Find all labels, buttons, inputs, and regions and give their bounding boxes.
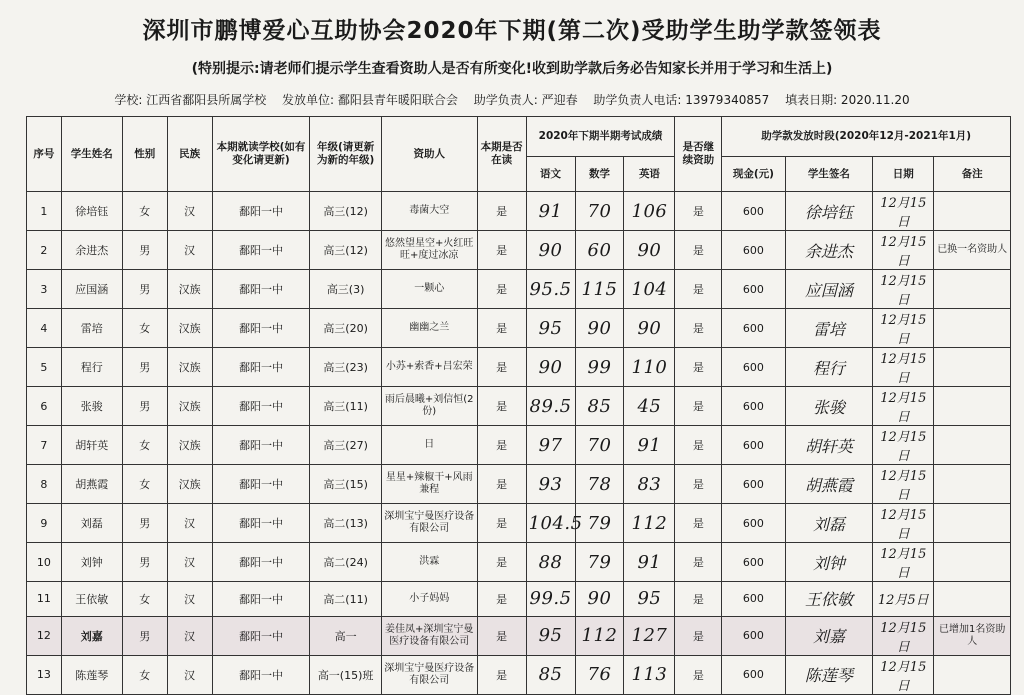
- remark: [934, 655, 1011, 694]
- student-signature: 张骏: [785, 387, 873, 426]
- score-math: 79: [575, 504, 624, 543]
- student-signature: 刘嘉: [785, 616, 873, 655]
- continue-aid: 是: [675, 655, 722, 694]
- student-name: 余进杰: [61, 231, 122, 270]
- score-chinese: 93: [526, 465, 575, 504]
- school: 鄱阳一中: [212, 231, 310, 270]
- cash-amount: 600: [722, 309, 785, 348]
- score-math: 79: [575, 543, 624, 582]
- sponsor: 深圳宝宁曼医疗设备有限公司: [381, 655, 477, 694]
- school: 鄱阳一中: [212, 465, 310, 504]
- cash-amount: 600: [722, 582, 785, 617]
- school: 鄱阳一中: [212, 387, 310, 426]
- row-no: 13: [27, 655, 62, 694]
- row-no: 5: [27, 348, 62, 387]
- ethnicity: 汉: [167, 504, 212, 543]
- score-math: 70: [575, 192, 624, 231]
- student-signature: 王依敏: [785, 582, 873, 617]
- header-sponsor: 资助人: [381, 117, 477, 192]
- grade: 高三(23): [310, 348, 381, 387]
- student-name: 应国涵: [61, 270, 122, 309]
- sponsor: 毒菌大空: [381, 192, 477, 231]
- score-english: 110: [624, 348, 675, 387]
- remark: [934, 270, 1011, 309]
- cash-amount: 600: [722, 616, 785, 655]
- score-chinese: 90: [526, 348, 575, 387]
- table-row: [27, 192, 1011, 231]
- sign-date: 12月15日: [873, 348, 934, 387]
- score-english: 45: [624, 387, 675, 426]
- table-row: [27, 387, 1011, 426]
- enrolled: 是: [477, 543, 526, 582]
- gender: 男: [122, 616, 167, 655]
- sponsor: 洪霖: [381, 543, 477, 582]
- continue-aid: 是: [675, 387, 722, 426]
- header-enrolled: 本期是否在读: [477, 117, 526, 192]
- score-english: 112: [624, 504, 675, 543]
- row-no: 8: [27, 465, 62, 504]
- continue-aid: 是: [675, 465, 722, 504]
- form-meta: [0, 91, 1024, 108]
- student-name: 刘钟: [61, 543, 122, 582]
- score-english: 91: [624, 543, 675, 582]
- score-math: 76: [575, 655, 624, 694]
- sponsor: 姜佳凤+深圳宝宁曼医疗设备有限公司: [381, 616, 477, 655]
- header-math: 数学: [575, 157, 624, 192]
- gender: 男: [122, 348, 167, 387]
- grade: 高二(24): [310, 543, 381, 582]
- header-scores-group: 2020年下期半期考试成绩: [526, 117, 675, 157]
- school: 鄱阳一中: [212, 348, 310, 387]
- student-name: 胡燕霞: [61, 465, 122, 504]
- remark: 已增加1名资助人: [934, 616, 1011, 655]
- enrolled: 是: [477, 348, 526, 387]
- sign-date: 12月15日: [873, 270, 934, 309]
- table-row: [27, 270, 1011, 309]
- score-chinese: 97: [526, 426, 575, 465]
- sponsor: 日: [381, 426, 477, 465]
- enrolled: 是: [477, 309, 526, 348]
- sign-date: 12月15日: [873, 309, 934, 348]
- table-row: [27, 426, 1011, 465]
- remark: 已换一名资助人: [934, 231, 1011, 270]
- score-chinese: 99.5: [526, 582, 575, 617]
- table-row: [27, 465, 1011, 504]
- enrolled: 是: [477, 387, 526, 426]
- remark: [934, 582, 1011, 617]
- grade: 高三(20): [310, 309, 381, 348]
- gender: 女: [122, 582, 167, 617]
- score-chinese: 91: [526, 192, 575, 231]
- school: 鄱阳一中: [212, 309, 310, 348]
- remark: [934, 504, 1011, 543]
- school: 鄱阳一中: [212, 192, 310, 231]
- gender: 女: [122, 426, 167, 465]
- continue-aid: 是: [675, 192, 722, 231]
- student-signature: 徐培钰: [785, 192, 873, 231]
- grade: 高三(12): [310, 192, 381, 231]
- score-chinese: 90: [526, 231, 575, 270]
- score-math: 99: [575, 348, 624, 387]
- student-signature: 程行: [785, 348, 873, 387]
- ethnicity: 汉族: [167, 465, 212, 504]
- gender: 男: [122, 504, 167, 543]
- score-math: 90: [575, 309, 624, 348]
- score-math: 60: [575, 231, 624, 270]
- student-name: 刘磊: [61, 504, 122, 543]
- gender: 男: [122, 543, 167, 582]
- header-date: 日期: [873, 157, 934, 192]
- sponsor: 一颗心: [381, 270, 477, 309]
- student-signature: 陈莲琴: [785, 655, 873, 694]
- continue-aid: 是: [675, 543, 722, 582]
- form-title: 深圳市鹏博爱心互助协会2020年下期(第二次)受助学生助学款签领表: [142, 18, 882, 44]
- student-name: 程行: [61, 348, 122, 387]
- header-ethnicity: 民族: [167, 117, 212, 192]
- gender: 男: [122, 231, 167, 270]
- school: 鄱阳一中: [212, 543, 310, 582]
- header-grade: 年级(请更新为新的年级): [310, 117, 381, 192]
- student-name: 张骏: [61, 387, 122, 426]
- enrolled: 是: [477, 504, 526, 543]
- table-row: [27, 582, 1011, 617]
- ethnicity: 汉: [167, 655, 212, 694]
- student-name: 刘嘉: [61, 616, 122, 655]
- enrolled: 是: [477, 426, 526, 465]
- score-math: 70: [575, 426, 624, 465]
- table-row: [27, 348, 1011, 387]
- continue-aid: 是: [675, 348, 722, 387]
- remark: [934, 387, 1011, 426]
- gender: 女: [122, 655, 167, 694]
- sign-date: 12月15日: [873, 231, 934, 270]
- sign-date: 12月15日: [873, 426, 934, 465]
- student-name: 王依敏: [61, 582, 122, 617]
- remark: [934, 465, 1011, 504]
- gender: 男: [122, 270, 167, 309]
- header-cash: 现金(元): [722, 157, 785, 192]
- grade: 高一(15)班: [310, 655, 381, 694]
- header-english: 英语: [624, 157, 675, 192]
- sign-date: 12月15日: [873, 387, 934, 426]
- sponsor: 雨后晨曦+刘信恒(2份): [381, 387, 477, 426]
- ethnicity: 汉族: [167, 426, 212, 465]
- student-signature: 应国涵: [785, 270, 873, 309]
- score-chinese: 95.5: [526, 270, 575, 309]
- table-row: [27, 231, 1011, 270]
- special-notice: (特别提示:请老师们提示学生查看资助人是否有所变化!收到助学款后务必告知家长并用于学习和生活上): [191, 61, 833, 77]
- score-math: 115: [575, 270, 624, 309]
- cash-amount: 600: [722, 465, 785, 504]
- ethnicity: 汉族: [167, 270, 212, 309]
- ethnicity: 汉: [167, 192, 212, 231]
- cash-amount: 600: [722, 504, 785, 543]
- student-signature: 胡燕霞: [785, 465, 873, 504]
- remark: [934, 192, 1011, 231]
- student-signature: 胡轩英: [785, 426, 873, 465]
- ethnicity: 汉: [167, 231, 212, 270]
- gender: 女: [122, 192, 167, 231]
- cash-amount: 600: [722, 387, 785, 426]
- student-signature: 余进杰: [785, 231, 873, 270]
- ethnicity: 汉族: [167, 387, 212, 426]
- header-gender: 性别: [122, 117, 167, 192]
- score-english: 113: [624, 655, 675, 694]
- continue-aid: 是: [675, 616, 722, 655]
- header-payment-group: 助学款发放时段(2020年12月-2021年1月): [722, 117, 1011, 157]
- grade: 高三(12): [310, 231, 381, 270]
- score-chinese: 85: [526, 655, 575, 694]
- continue-aid: 是: [675, 504, 722, 543]
- cash-amount: 600: [722, 231, 785, 270]
- enrolled: 是: [477, 616, 526, 655]
- student-signature: 刘磊: [785, 504, 873, 543]
- gender: 女: [122, 309, 167, 348]
- sign-date: 12月15日: [873, 504, 934, 543]
- continue-aid: 是: [675, 582, 722, 617]
- row-no: 9: [27, 504, 62, 543]
- sign-date: 12月15日: [873, 655, 934, 694]
- remark: [934, 426, 1011, 465]
- cash-amount: 600: [722, 543, 785, 582]
- sign-date: 12月15日: [873, 616, 934, 655]
- gender: 男: [122, 387, 167, 426]
- table-row: [27, 504, 1011, 543]
- sponsor: 小苏+索香+吕宏荣: [381, 348, 477, 387]
- score-english: 95: [624, 582, 675, 617]
- score-english: 90: [624, 231, 675, 270]
- student-name: 徐培钰: [61, 192, 122, 231]
- row-no: 4: [27, 309, 62, 348]
- table-row: [27, 543, 1011, 582]
- continue-aid: 是: [675, 231, 722, 270]
- grade: 高三(11): [310, 387, 381, 426]
- cash-amount: 600: [722, 270, 785, 309]
- row-no: 1: [27, 192, 62, 231]
- enrolled: 是: [477, 655, 526, 694]
- meta-date: 填表日期: 2020.11.20: [785, 93, 910, 107]
- row-no: 12: [27, 616, 62, 655]
- remark: [934, 309, 1011, 348]
- sponsor: 幽幽之兰: [381, 309, 477, 348]
- grade: 高二(11): [310, 582, 381, 617]
- continue-aid: 是: [675, 426, 722, 465]
- grade: 高三(27): [310, 426, 381, 465]
- score-math: 90: [575, 582, 624, 617]
- student-name: 陈莲琴: [61, 655, 122, 694]
- header-signature: 学生签名: [785, 157, 873, 192]
- score-english: 83: [624, 465, 675, 504]
- grade: 高二(13): [310, 504, 381, 543]
- table-row: [27, 616, 1011, 655]
- grade: 高一: [310, 616, 381, 655]
- student-name: 雷培: [61, 309, 122, 348]
- enrolled: 是: [477, 465, 526, 504]
- sponsor: 小子妈妈: [381, 582, 477, 617]
- aid-table: [26, 116, 1011, 695]
- row-no: 7: [27, 426, 62, 465]
- continue-aid: 是: [675, 309, 722, 348]
- student-signature: 雷培: [785, 309, 873, 348]
- row-no: 11: [27, 582, 62, 617]
- remark: [934, 543, 1011, 582]
- score-english: 91: [624, 426, 675, 465]
- meta-phone: 助学负责人电话: 13979340857: [593, 93, 770, 107]
- cash-amount: 600: [722, 348, 785, 387]
- school: 鄱阳一中: [212, 426, 310, 465]
- cash-amount: 600: [722, 426, 785, 465]
- ethnicity: 汉: [167, 543, 212, 582]
- score-english: 127: [624, 616, 675, 655]
- grade: 高三(3): [310, 270, 381, 309]
- meta-person: 助学负责人: 严迎春: [473, 93, 578, 107]
- header-name: 学生姓名: [61, 117, 122, 192]
- row-no: 10: [27, 543, 62, 582]
- score-chinese: 104.5: [526, 504, 575, 543]
- sponsor: 深圳宝宁曼医疗设备有限公司: [381, 504, 477, 543]
- score-math: 112: [575, 616, 624, 655]
- score-english: 104: [624, 270, 675, 309]
- score-english: 90: [624, 309, 675, 348]
- enrolled: 是: [477, 270, 526, 309]
- school: 鄱阳一中: [212, 582, 310, 617]
- table-row: [27, 309, 1011, 348]
- sponsor: 星星+辣椒干+风雨兼程: [381, 465, 477, 504]
- meta-school: 学校: 江西省鄱阳县所属学校: [114, 93, 267, 107]
- student-signature: 刘钟: [785, 543, 873, 582]
- header-remark: 备注: [934, 157, 1011, 192]
- school: 鄱阳一中: [212, 270, 310, 309]
- row-no: 6: [27, 387, 62, 426]
- score-chinese: 95: [526, 616, 575, 655]
- meta-issuer: 发放单位: 鄱阳县青年暖阳联合会: [282, 93, 458, 107]
- header-school: 本期就读学校(如有变化请更新): [212, 117, 310, 192]
- table-row: [27, 655, 1011, 694]
- ethnicity: 汉族: [167, 348, 212, 387]
- enrolled: 是: [477, 192, 526, 231]
- ethnicity: 汉: [167, 616, 212, 655]
- score-chinese: 95: [526, 309, 575, 348]
- score-english: 106: [624, 192, 675, 231]
- header-continue: 是否继续资助: [675, 117, 722, 192]
- ethnicity: 汉族: [167, 309, 212, 348]
- header-no: 序号: [27, 117, 62, 192]
- score-math: 85: [575, 387, 624, 426]
- school: 鄱阳一中: [212, 655, 310, 694]
- table-body: [27, 192, 1011, 695]
- continue-aid: 是: [675, 270, 722, 309]
- cash-amount: 600: [722, 655, 785, 694]
- row-no: 2: [27, 231, 62, 270]
- grade: 高三(15): [310, 465, 381, 504]
- score-chinese: 88: [526, 543, 575, 582]
- header-chinese: 语文: [526, 157, 575, 192]
- sponsor: 悠然望星空+火红旺旺+度过冰凉: [381, 231, 477, 270]
- score-math: 78: [575, 465, 624, 504]
- sign-date: 12月5日: [873, 582, 934, 617]
- enrolled: 是: [477, 231, 526, 270]
- school: 鄱阳一中: [212, 504, 310, 543]
- sign-date: 12月15日: [873, 192, 934, 231]
- remark: [934, 348, 1011, 387]
- student-name: 胡轩英: [61, 426, 122, 465]
- sign-date: 12月15日: [873, 543, 934, 582]
- gender: 女: [122, 465, 167, 504]
- cash-amount: 600: [722, 192, 785, 231]
- enrolled: 是: [477, 582, 526, 617]
- school: 鄱阳一中: [212, 616, 310, 655]
- ethnicity: 汉: [167, 582, 212, 617]
- score-chinese: 89.5: [526, 387, 575, 426]
- sign-date: 12月15日: [873, 465, 934, 504]
- row-no: 3: [27, 270, 62, 309]
